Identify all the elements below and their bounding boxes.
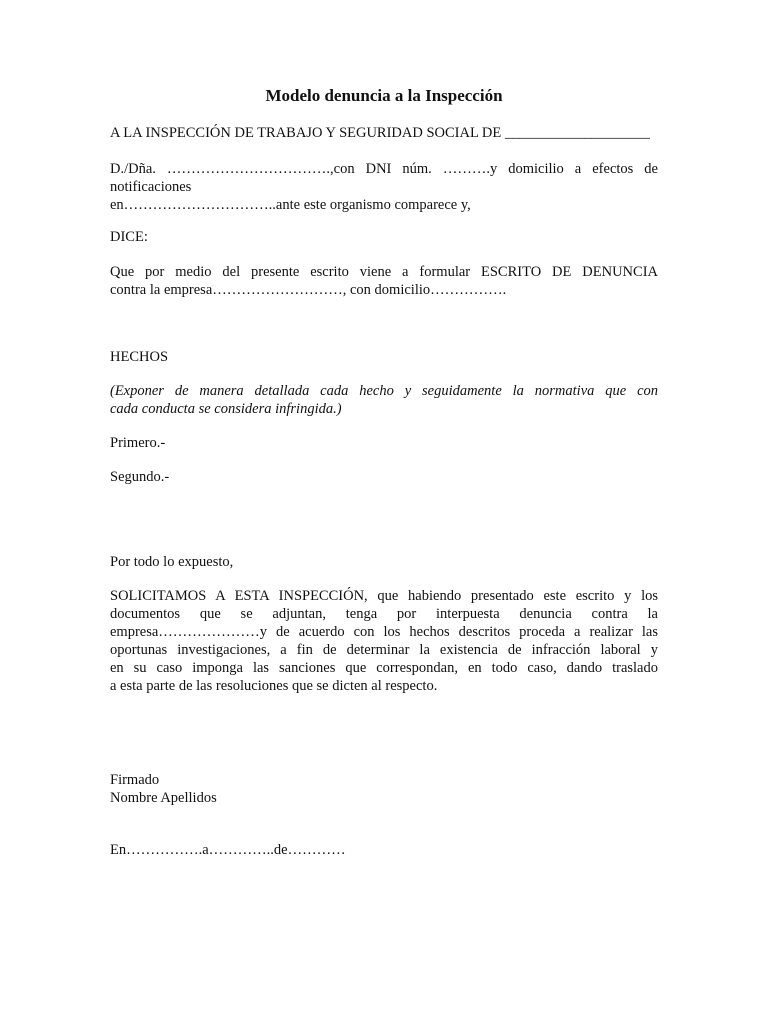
dice-line-1: Que por medio del presente escrito viene a formular ESCRITO DE DENUNCIA: [110, 264, 658, 280]
hechos-note-line-2: cada conducta se considera infringida.): [110, 401, 342, 417]
expuesto-line: [110, 553, 658, 571]
primero-item: [110, 434, 658, 452]
hechos-heading: [110, 348, 658, 366]
dice-heading-text: DICE:: [110, 229, 148, 245]
solicitamos-paragraph: [110, 587, 658, 695]
addressee-text: A LA INSPECCIÓN DE TRABAJO Y SEGURIDAD SOCIAL DE ____________________: [110, 125, 650, 141]
intro-line-2: en…………………………..ante este organismo comparece y,: [110, 197, 471, 213]
dice-line-2: contra la empresa………………………, con domicilio…………….: [110, 282, 507, 298]
hechos-note: [110, 382, 658, 418]
solicitamos-line-3: empresa…………………y de acuerdo con los hechos descritos proceda a realizar las: [110, 624, 658, 640]
hechos-note-line-1: (Exponer de manera detallada cada hecho y seguidamente la normativa que con: [110, 383, 658, 399]
segundo-text: Segundo.-: [110, 469, 170, 485]
solicitamos-line-6: a esta parte de las resoluciones que se dicten al respecto.: [110, 678, 438, 694]
solicitamos-line-5: en su caso imponga las sanciones que correspondan, en todo caso, dando traslado: [110, 660, 658, 676]
addressee-line: [110, 124, 658, 142]
solicitamos-line-1: SOLICITAMOS A ESTA INSPECCIÓN, que habiendo presentado este escrito y los: [110, 588, 658, 604]
solicitamos-line-4: oportunas investigaciones, a fin de determinar la existencia de infracción laboral y: [110, 642, 658, 658]
segundo-item: [110, 468, 658, 486]
solicitamos-line-2: documentos que se adjuntan, tenga por interpuesta denuncia contra la: [110, 606, 658, 622]
dice-heading: [110, 228, 658, 246]
place-date-text: En…………….a…………..de…………: [110, 842, 346, 858]
dice-paragraph: [110, 263, 658, 299]
intro-paragraph: [110, 160, 658, 214]
hechos-heading-text: HECHOS: [110, 349, 169, 365]
signature-block: [110, 771, 658, 807]
place-date-line: [110, 841, 658, 859]
intro-line-1: D./Dña. …………………………….,con DNI núm. ……….y domicilio a efectos de notificaciones: [110, 161, 658, 195]
expuesto-text: Por todo lo expuesto,: [110, 554, 234, 570]
firmado-text: Firmado: [110, 772, 160, 788]
primero-text: Primero.-: [110, 435, 166, 451]
document-title: Modelo denuncia a la Inspección: [265, 86, 503, 105]
nombre-apellidos-text: Nombre Apellidos: [110, 790, 217, 806]
